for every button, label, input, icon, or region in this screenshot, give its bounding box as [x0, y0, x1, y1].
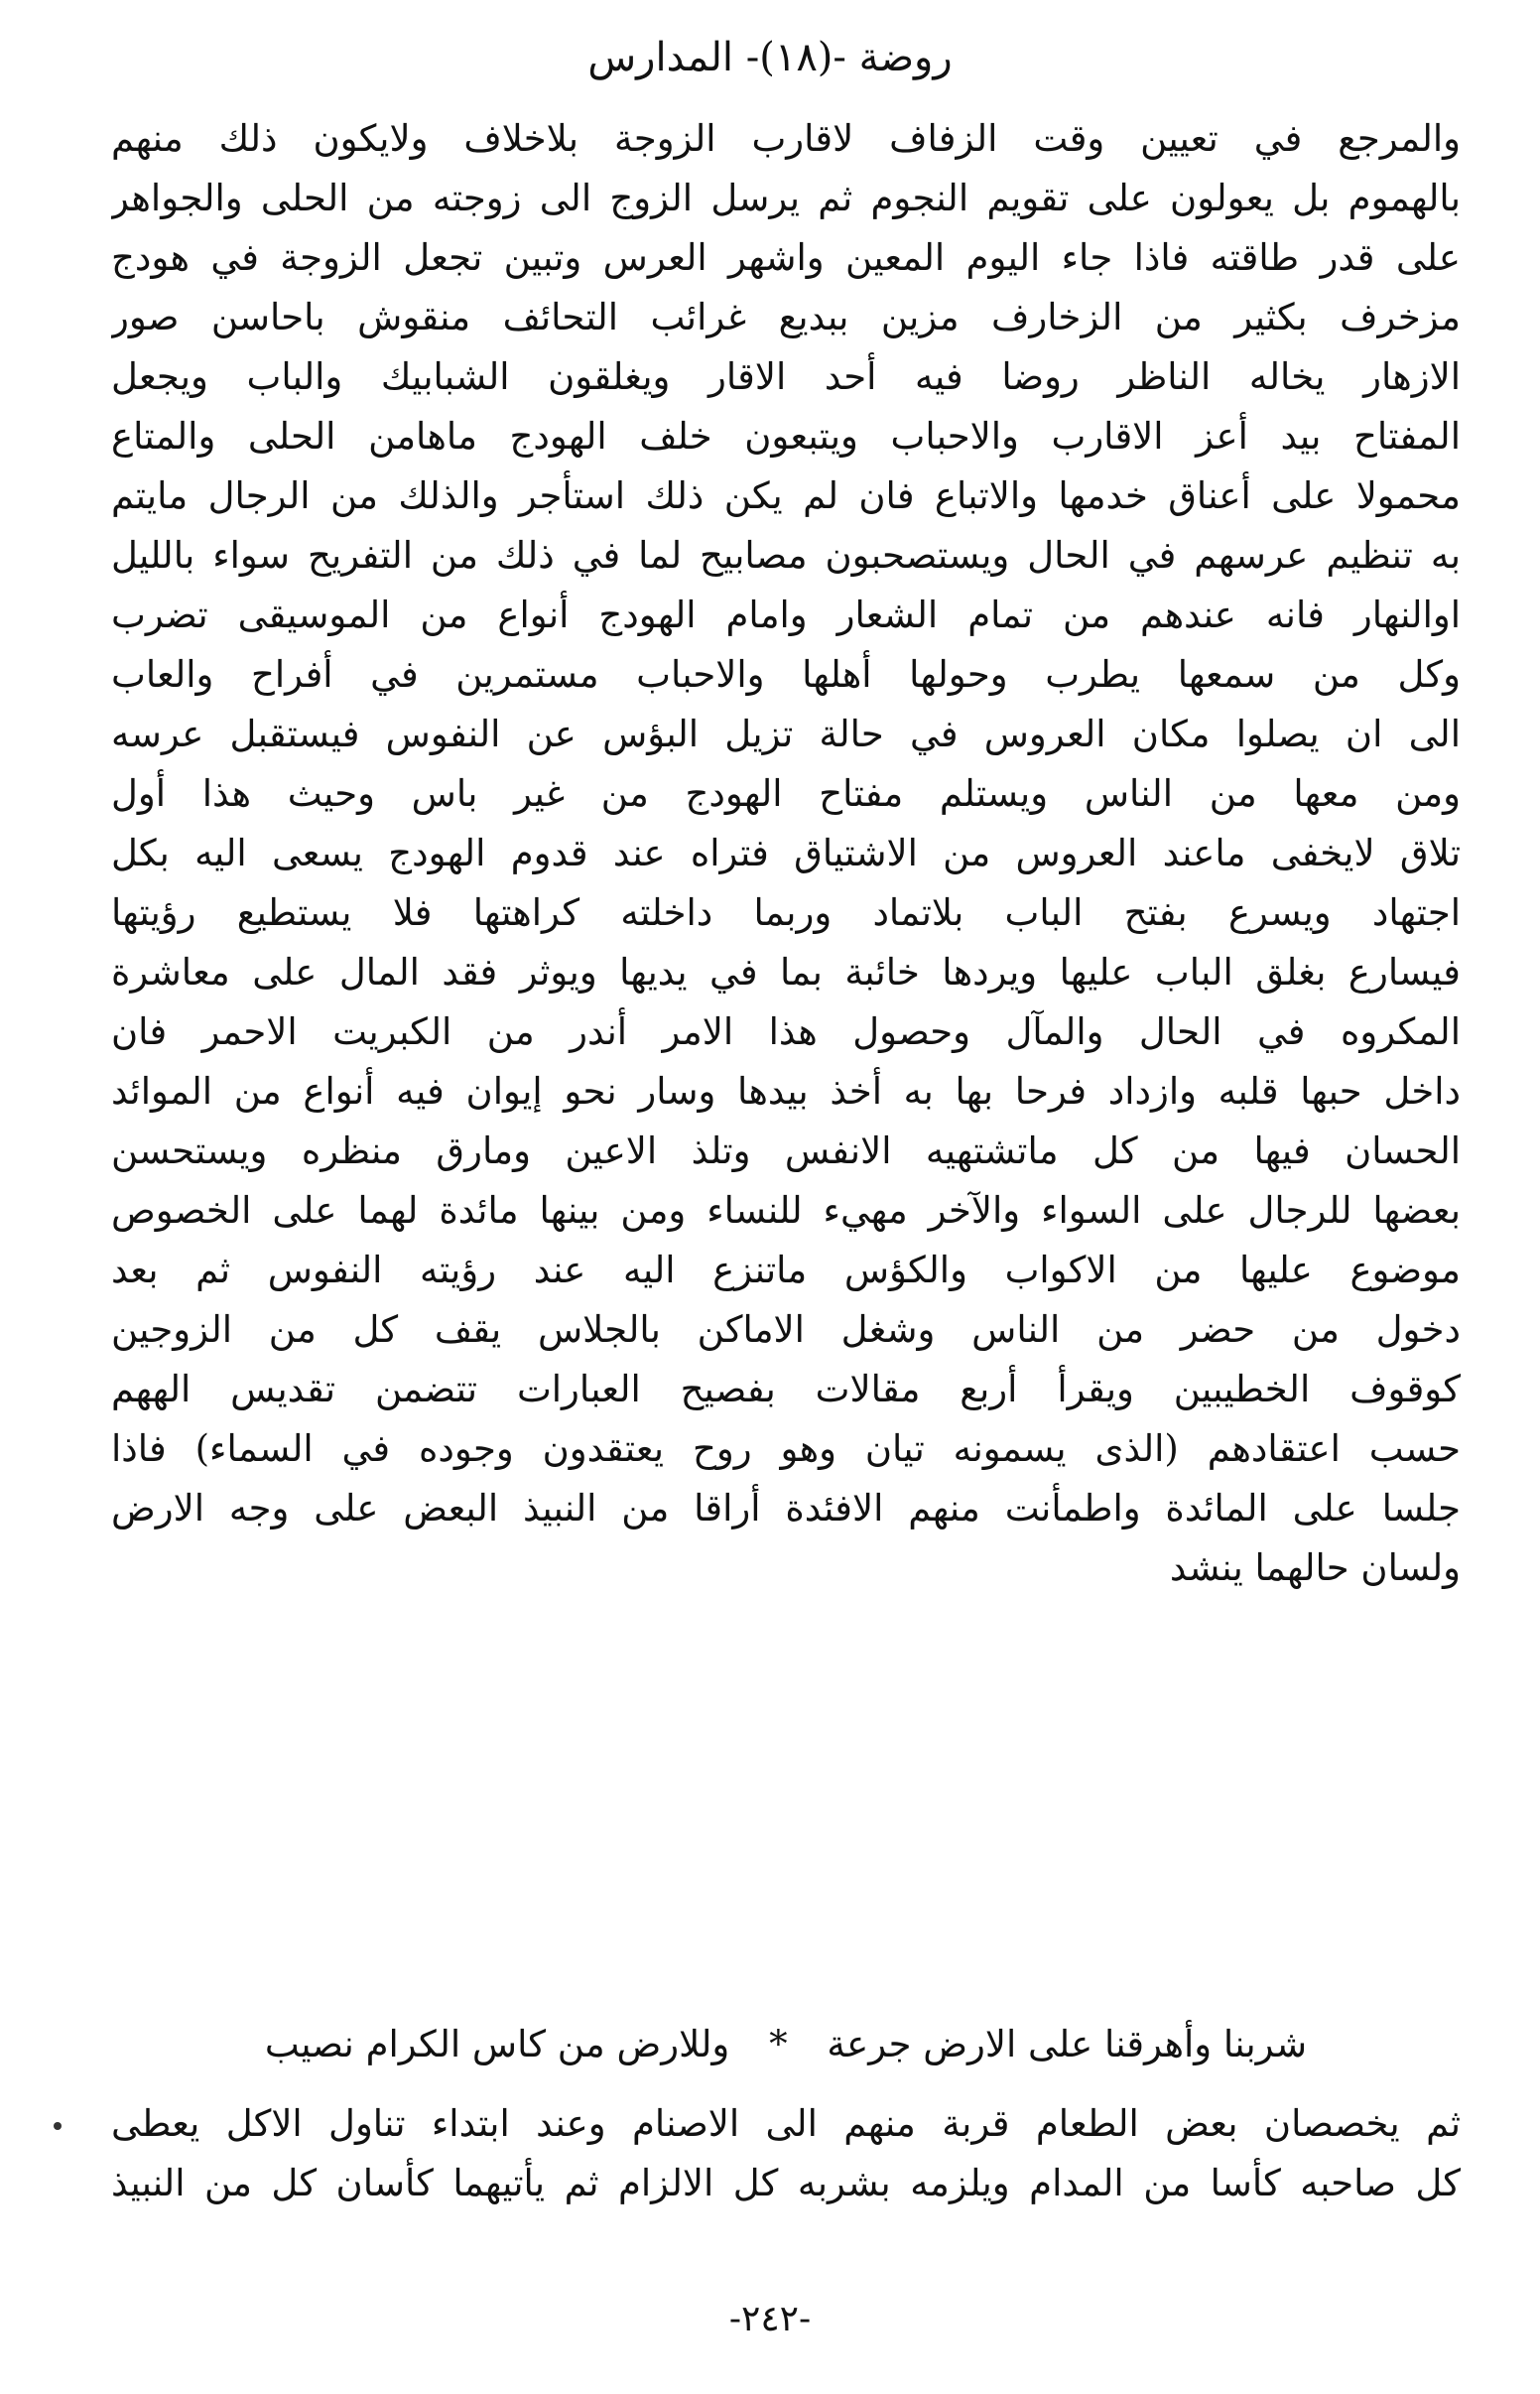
text-line: ومن معها من الناس ويستلم مفتاح الهودج من غير باس وحيث هذا أول	[111, 772, 1461, 815]
running-header: روضة -(١٨)- المدارس	[587, 35, 953, 80]
text-line: حسب اعتقادهم (الذى يسمونه تيان وهو روح يعتقدون وجوده في السماء) فاذا	[111, 1427, 1461, 1470]
text-line: موضوع عليها من الاكواب والكؤس ماتنزع اليه عند رؤيته النفوس ثم بعد	[111, 1249, 1461, 1291]
text-line: دخول من حضر من الناس وشغل الاماكن بالجلاس يقف كل من الزوجين	[111, 1308, 1461, 1351]
text-line: فيسارع بغلق الباب عليها ويردها خائبة بما في يديها ويوثر فقد المال على معاشرة	[111, 951, 1461, 994]
text-line: الى ان يصلوا مكان العروس في حالة تزيل البؤس عن النفوس فيستقبل عرسه	[111, 713, 1461, 755]
verse-first-hemistich: شربنا وأهرقنا على الارض جرعة	[827, 2023, 1308, 2065]
text-line: الحسان فيها من كل ماتشتهيه الانفس وتلذ الاعين ومارق منظره ويستحسن	[111, 1130, 1461, 1172]
text-line: تلاق لايخفى ماعند العروس من الاشتياق فتراه عند قدوم الهودج يسعى اليه بكل	[111, 832, 1461, 874]
text-line: محمولا على أعناق خدمها والاتباع فان لم يكن ذلك استأجر والذلك من الرجال مايتم	[111, 474, 1461, 517]
text-line: بعضها للرجال على السواء والآخر مهيء للنساء ومن بينها مائدة لهما على الخصوص	[111, 1189, 1461, 1232]
margin-dot	[54, 2122, 62, 2130]
main-paragraph	[111, 109, 1461, 1598]
text-line: مزخرف بكثير من الزخارف مزين ببديع غرائب التحائف منقوش باحاسن صور	[111, 296, 1461, 338]
text-line: جلسا على المائدة واطمأنت منهم الافئدة أراقا من النبيذ البعض على وجه الارض	[111, 1487, 1461, 1530]
text-line: اوالنهار فانه عندهم من تمام الشعار وامام الهودج أنواع من الموسيقى تضرب	[111, 594, 1461, 636]
text-line: والمرجع في تعيين وقت الزفاف لاقارب الزوجة بلاخلاف ولايكون ذلك منهم	[111, 117, 1461, 160]
text-line: على قدر طاقته فاذا جاء اليوم المعين واشهر العرس وتبين تجعل الزوجة في هودج	[111, 236, 1461, 279]
text-line: الازهار يخاله الناظر روضا فيه أحد الاقار ويغلقون الشبابيك والباب ويجعل	[111, 355, 1461, 398]
text-line: ولسان حالهما ينشد	[1169, 1546, 1461, 1589]
text-line: المفتاح بيد أعز الاقارب والاحباب ويتبعون خلف الهودج ماهامن الحلى والمتاع	[111, 415, 1461, 458]
page-number: -٢٤٢-	[728, 2299, 812, 2339]
text-line: كل صاحبه كأسا من المدام ويلزمه بشربه كل الالزام ثم يأتيهما كأسان كل من النبيذ	[111, 2162, 1461, 2204]
verse-separator: *	[769, 2023, 788, 2065]
text-line: به تنظيم عرسهم في الحال ويستصحبون مصابيح لما في ذلك من التفريح سواء بالليل	[111, 534, 1461, 577]
verse-second-hemistich: وللارض من كاس الكرام نصيب	[264, 2023, 730, 2065]
text-line: بالهموم بل يعولون على تقويم النجوم ثم يرسل الزوج الى زوجته من الحلى والجواهر	[111, 177, 1461, 219]
text-line: المكروه في الحال والمآل وحصول هذا الامر أندر من الكبريت الاحمر فان	[111, 1010, 1461, 1053]
text-line: داخل حبها قلبه وازداد فرحا بها به أخذ بيدها وسار نحو إيوان فيه أنواع من الموائد	[111, 1070, 1461, 1113]
text-line: اجتهاد ويسرع بفتح الباب بلاتماد وربما داخلته كراهتها فلا يستطيع رؤيتها	[111, 891, 1461, 934]
text-line: ثم يخصصان بعض الطعام قربة منهم الى الاصنام وعند ابتداء تناول الاكل يعطى	[111, 2102, 1461, 2145]
text-line: وكل من سمعها يطرب وحولها أهلها والاحباب مستمرين في أفراح والعاب	[111, 653, 1461, 696]
text-line: كوقوف الخطيبين ويقرأ أربع مقالات بفصيح العبارات تتضمن تقديس الههم	[111, 1368, 1461, 1410]
closing-paragraph	[111, 2094, 1461, 2213]
poetry-verse	[111, 2015, 1461, 2074]
